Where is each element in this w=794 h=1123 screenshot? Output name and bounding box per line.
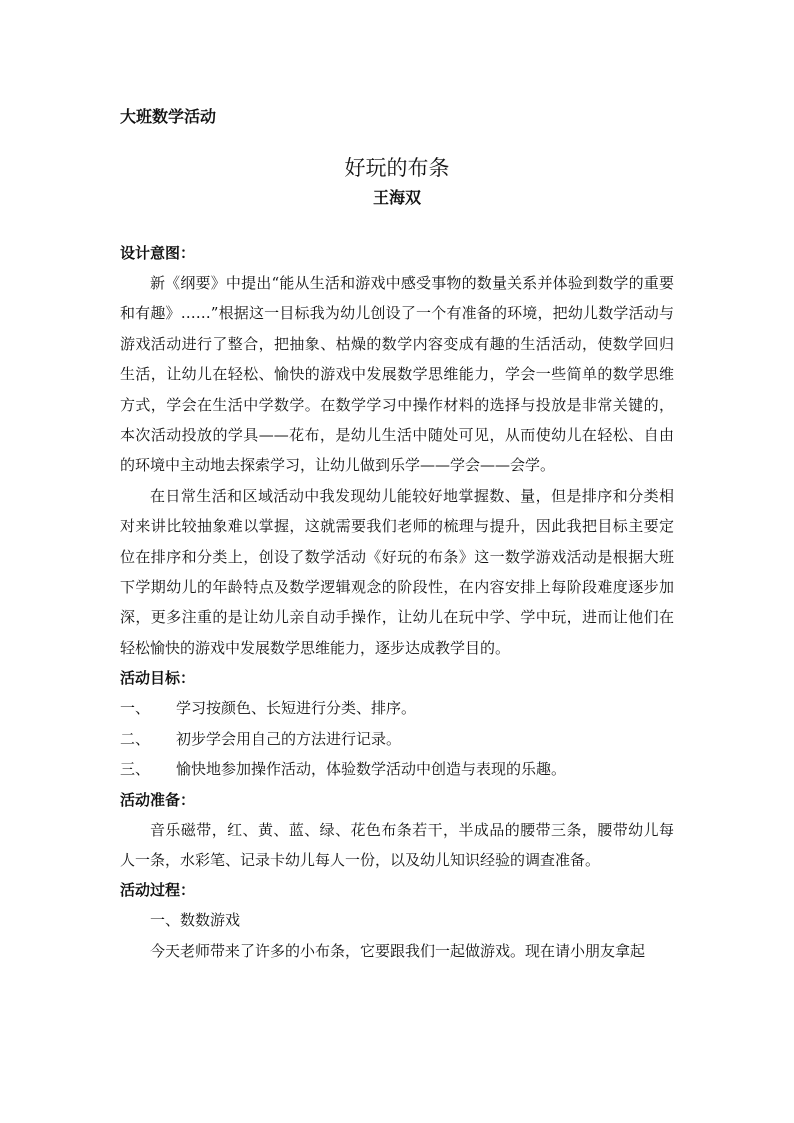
goal-text: 初步学会用自己的方法进行记录。 [176,729,402,748]
process-heading: 活动过程： [120,881,196,900]
goal-number: 三、 [120,760,151,779]
design-intent-heading: 设计意图： [120,244,196,262]
goal-number: 一、 [120,699,151,718]
process-step-1-title: 一、数数游戏 [150,911,241,930]
document-title: 好玩的布条 [344,156,450,180]
goal-text: 愉快地参加操作活动，体验数学活动中创造与表现的乐趣。 [176,760,567,779]
preparation-paragraph: 音乐磁带，红、黄、蓝、绿、花色布条若干，半成品的腰带三条，腰带幼儿每人一条，水彩笔、记录卡幼儿每人一份，以及幼儿知识经验的调查准备。 [120,820,674,869]
goal-text: 学习按颜色、长短进行分类、排序。 [176,699,417,718]
goal-item-1 [120,693,674,723]
goals-heading: 活动目标： [120,669,196,688]
goal-number: 二、 [120,729,151,748]
design-intent-paragraph-1: 新《纲要》中提出“能从生活和游戏中感受事物的数量关系并体验到数学的重要和有趣》……”根据这一目标我为幼儿创设了一个有准备的环境，把幼儿数学活动与游戏活动进行了整合，把抽象、枯燥的数学内容变成有趣的生活活动，使数学回归生活，让幼儿在轻松、愉快的游戏中发展数学思维能力，学会一些简单的数学思维方式，学会在生活中学数学。在数学学习中操作材料的选择与投放是非常关键的，本次活动投放的学具——花布，是幼儿生活中随处可见，从而使幼儿在轻松、自由的环境中主动地去探索学习，让幼儿做到乐学——学会——会学。 [120,274,674,475]
author-name: 王海双 [372,188,421,207]
course-label: 大班数学活动 [120,107,217,126]
goal-item-3 [120,754,674,784]
goal-item-2 [120,724,674,754]
process-step-1-paragraph: 今天老师带来了许多的小布条，它要跟我们一起做游戏。现在请小朋友拿起 [150,941,646,960]
design-intent-paragraph-2: 在日常生活和区域活动中我发现幼儿能较好地掌握数、量，但是排序和分类相对来讲比较抽象难以掌握，这就需要我们老师的梳理与提升，因此我把目标主要定位在排序和分类上，创设了数学活动《好玩的布条》这一数学游戏活动是根据大班下学期幼儿的年龄特点及数学逻辑观念的阶段性，在内容安排上每阶段难度逐步加深，更多注重的是让幼儿亲自动手操作，让幼儿在玩中学、学中玩，进而让他们在轻松愉快的游戏中发展数学思维能力，逐步达成教学目的。 [120,486,674,657]
preparation-heading: 活动准备： [120,790,196,809]
